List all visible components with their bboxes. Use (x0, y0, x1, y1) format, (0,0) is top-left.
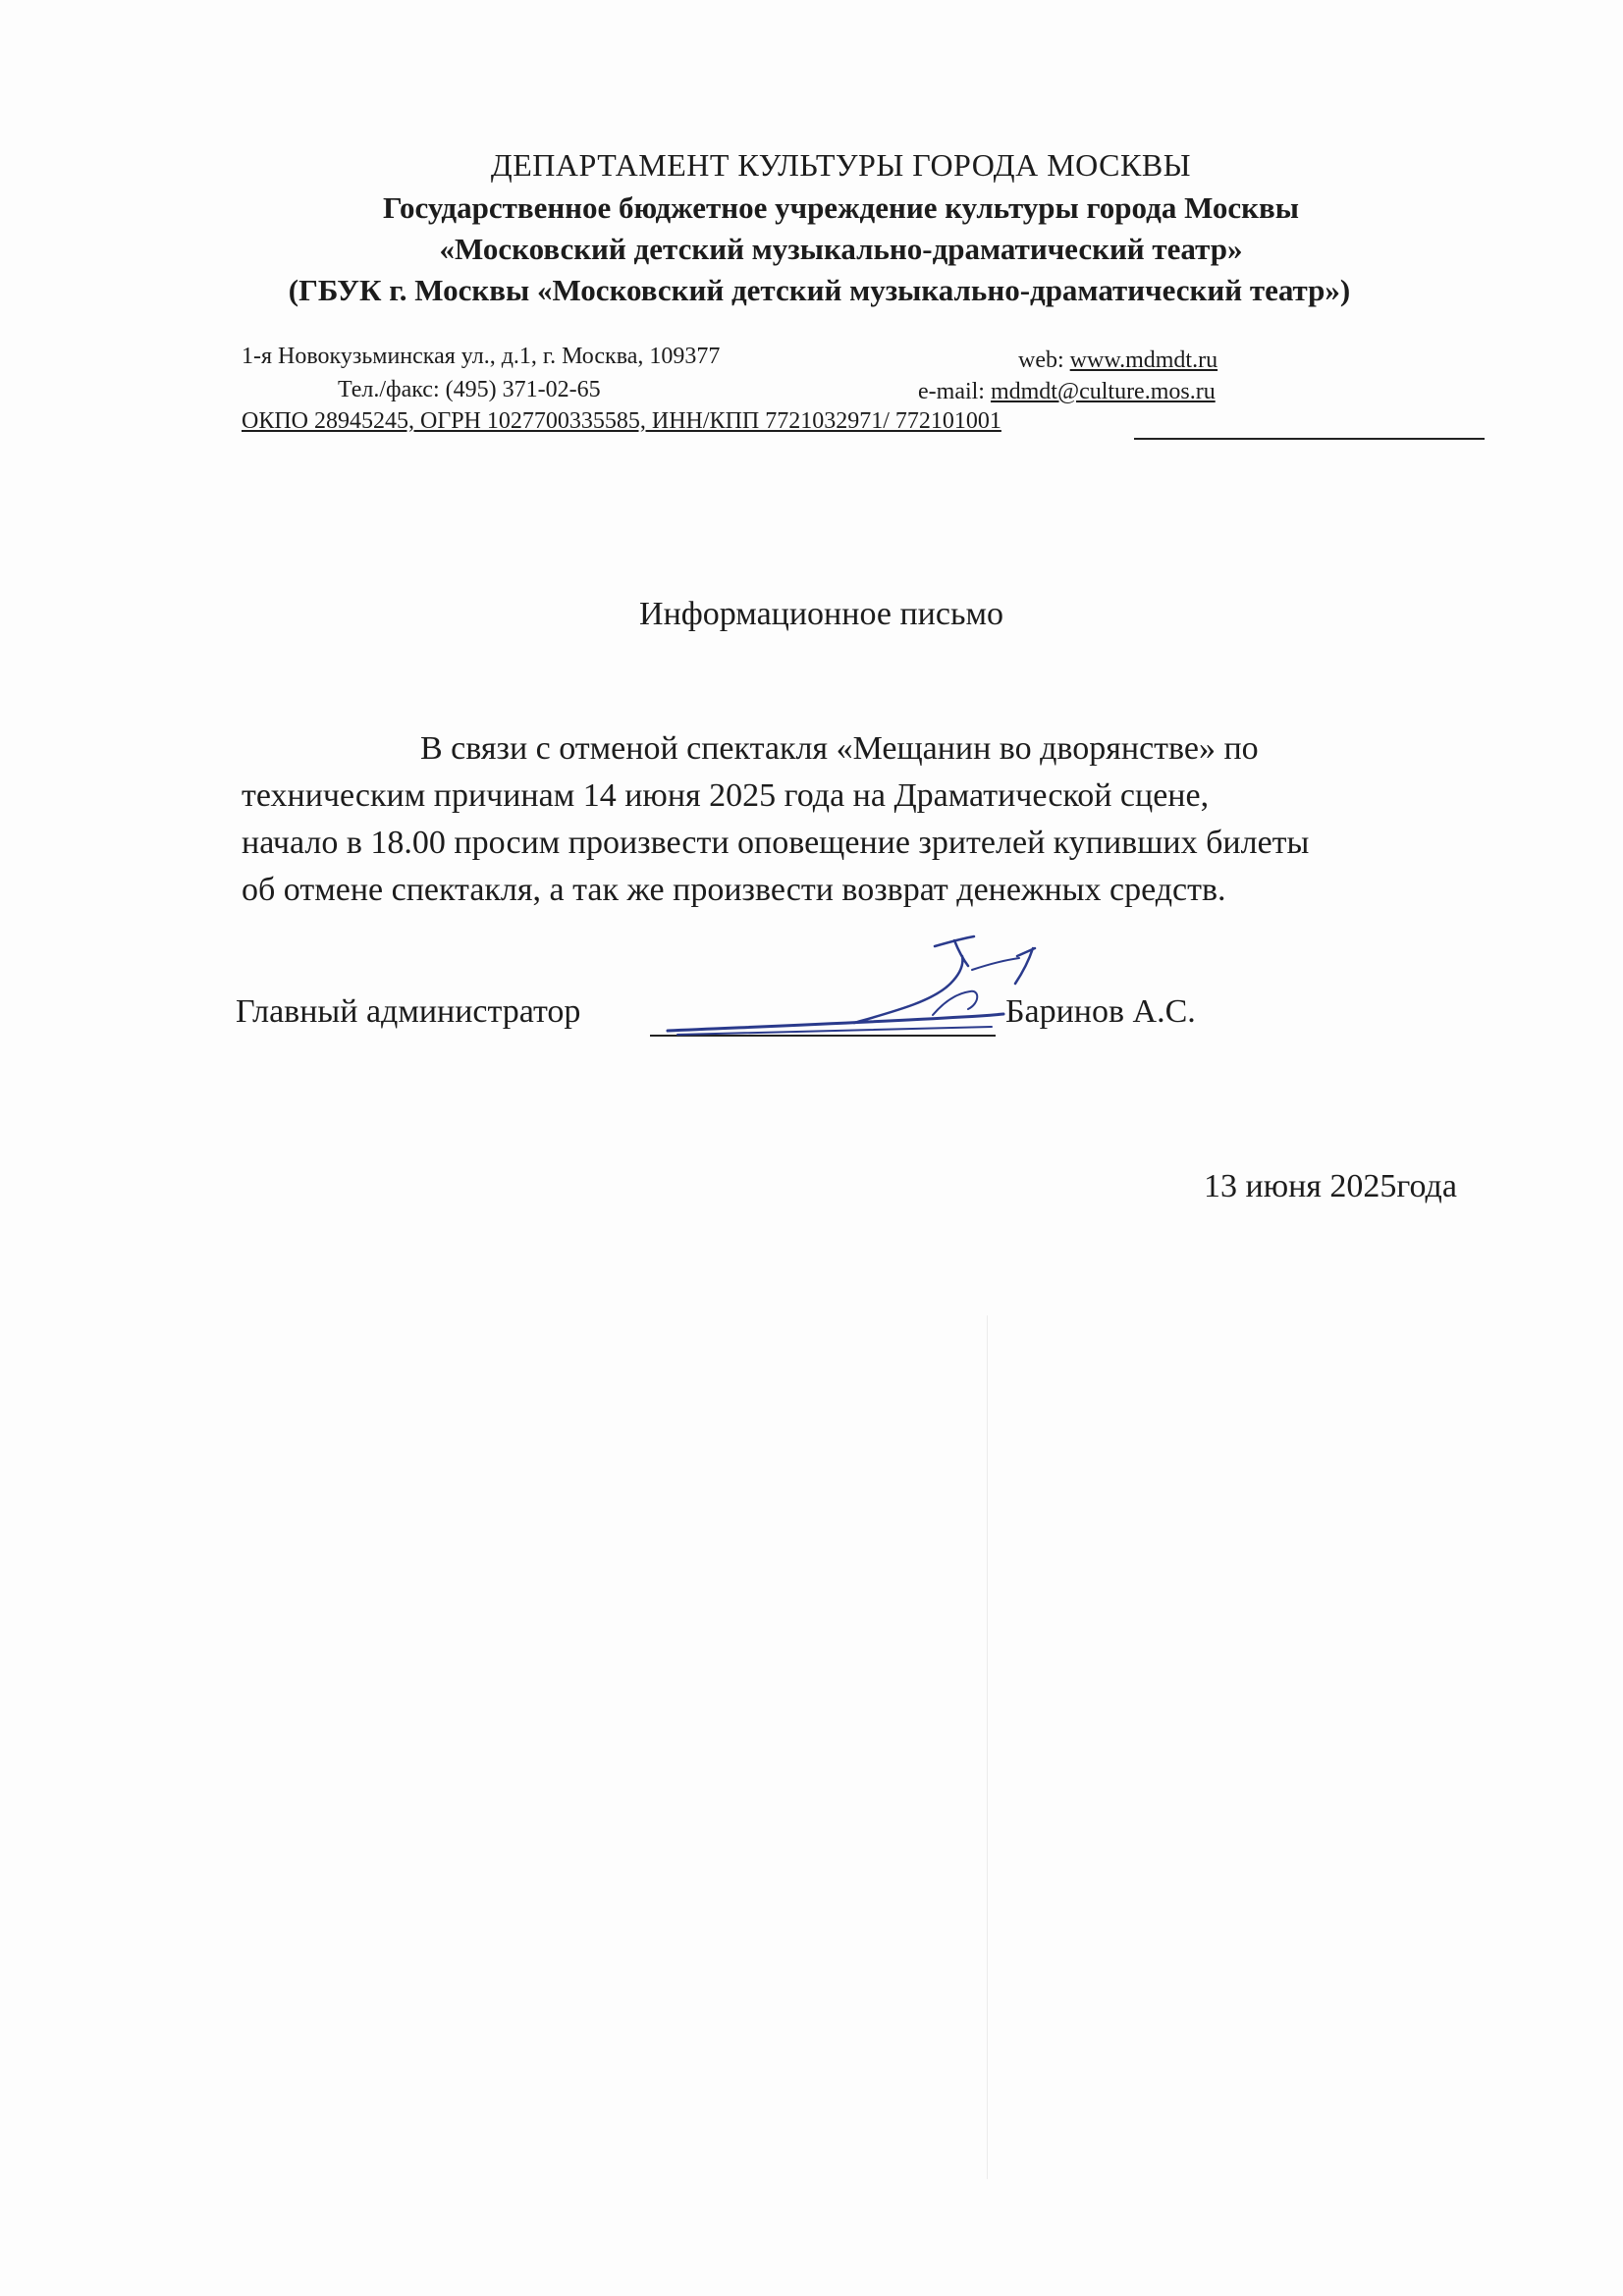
organization-name-line-1: Государственное бюджетное учреждение культуры города Москвы (383, 190, 1299, 225)
website (1018, 347, 1217, 374)
letter-date: 13 июня 2025года (1204, 1168, 1457, 1204)
organization-name-line-2: «Московский детский музыкально-драматический театр» (439, 232, 1243, 266)
signatory-name: Баринов А.С. (1005, 993, 1196, 1030)
body-line: В связи с отменой спектакля «Мещанин во дворянстве» по (420, 730, 1259, 767)
email-link[interactable]: mdmdt@culture.mos.ru (990, 379, 1216, 404)
signatory-position: Главный администратор (236, 993, 581, 1030)
email (918, 379, 1216, 405)
registration-ids: ОКПО 28945245, ОГРН 1027700335585, ИНН/КПП 7721032971/ 772101001 (242, 408, 1001, 434)
header-divider (1134, 438, 1485, 440)
body-line: техническим причинам 14 июня 2025 года на Драматической сцене, (242, 777, 1210, 814)
letter-title: Информационное письмо (639, 596, 1003, 632)
address: 1-я Новокузьминская ул., д.1, г. Москва, 109377 (242, 344, 721, 369)
scan-artifact (987, 1315, 988, 2179)
website-link[interactable]: www.mdmdt.ru (1069, 347, 1218, 373)
website-label: web: (1018, 347, 1070, 373)
organization-short-name: (ГБУК г. Москвы «Московский детский музыкально-драматический театр») (288, 273, 1351, 307)
body-line: начало в 18.00 просим произвести оповещение зрителей купивших билеты (242, 825, 1310, 861)
body-line: об отмене спектакля, а так же произвести возврат денежных средств. (242, 872, 1226, 908)
email-label: e-mail: (918, 379, 991, 404)
phone-fax: Тел./факс: (495) 371-02-65 (338, 377, 601, 402)
department-heading: ДЕПАРТАМЕНТ КУЛЬТУРЫ ГОРОДА МОСКВЫ (490, 147, 1192, 183)
